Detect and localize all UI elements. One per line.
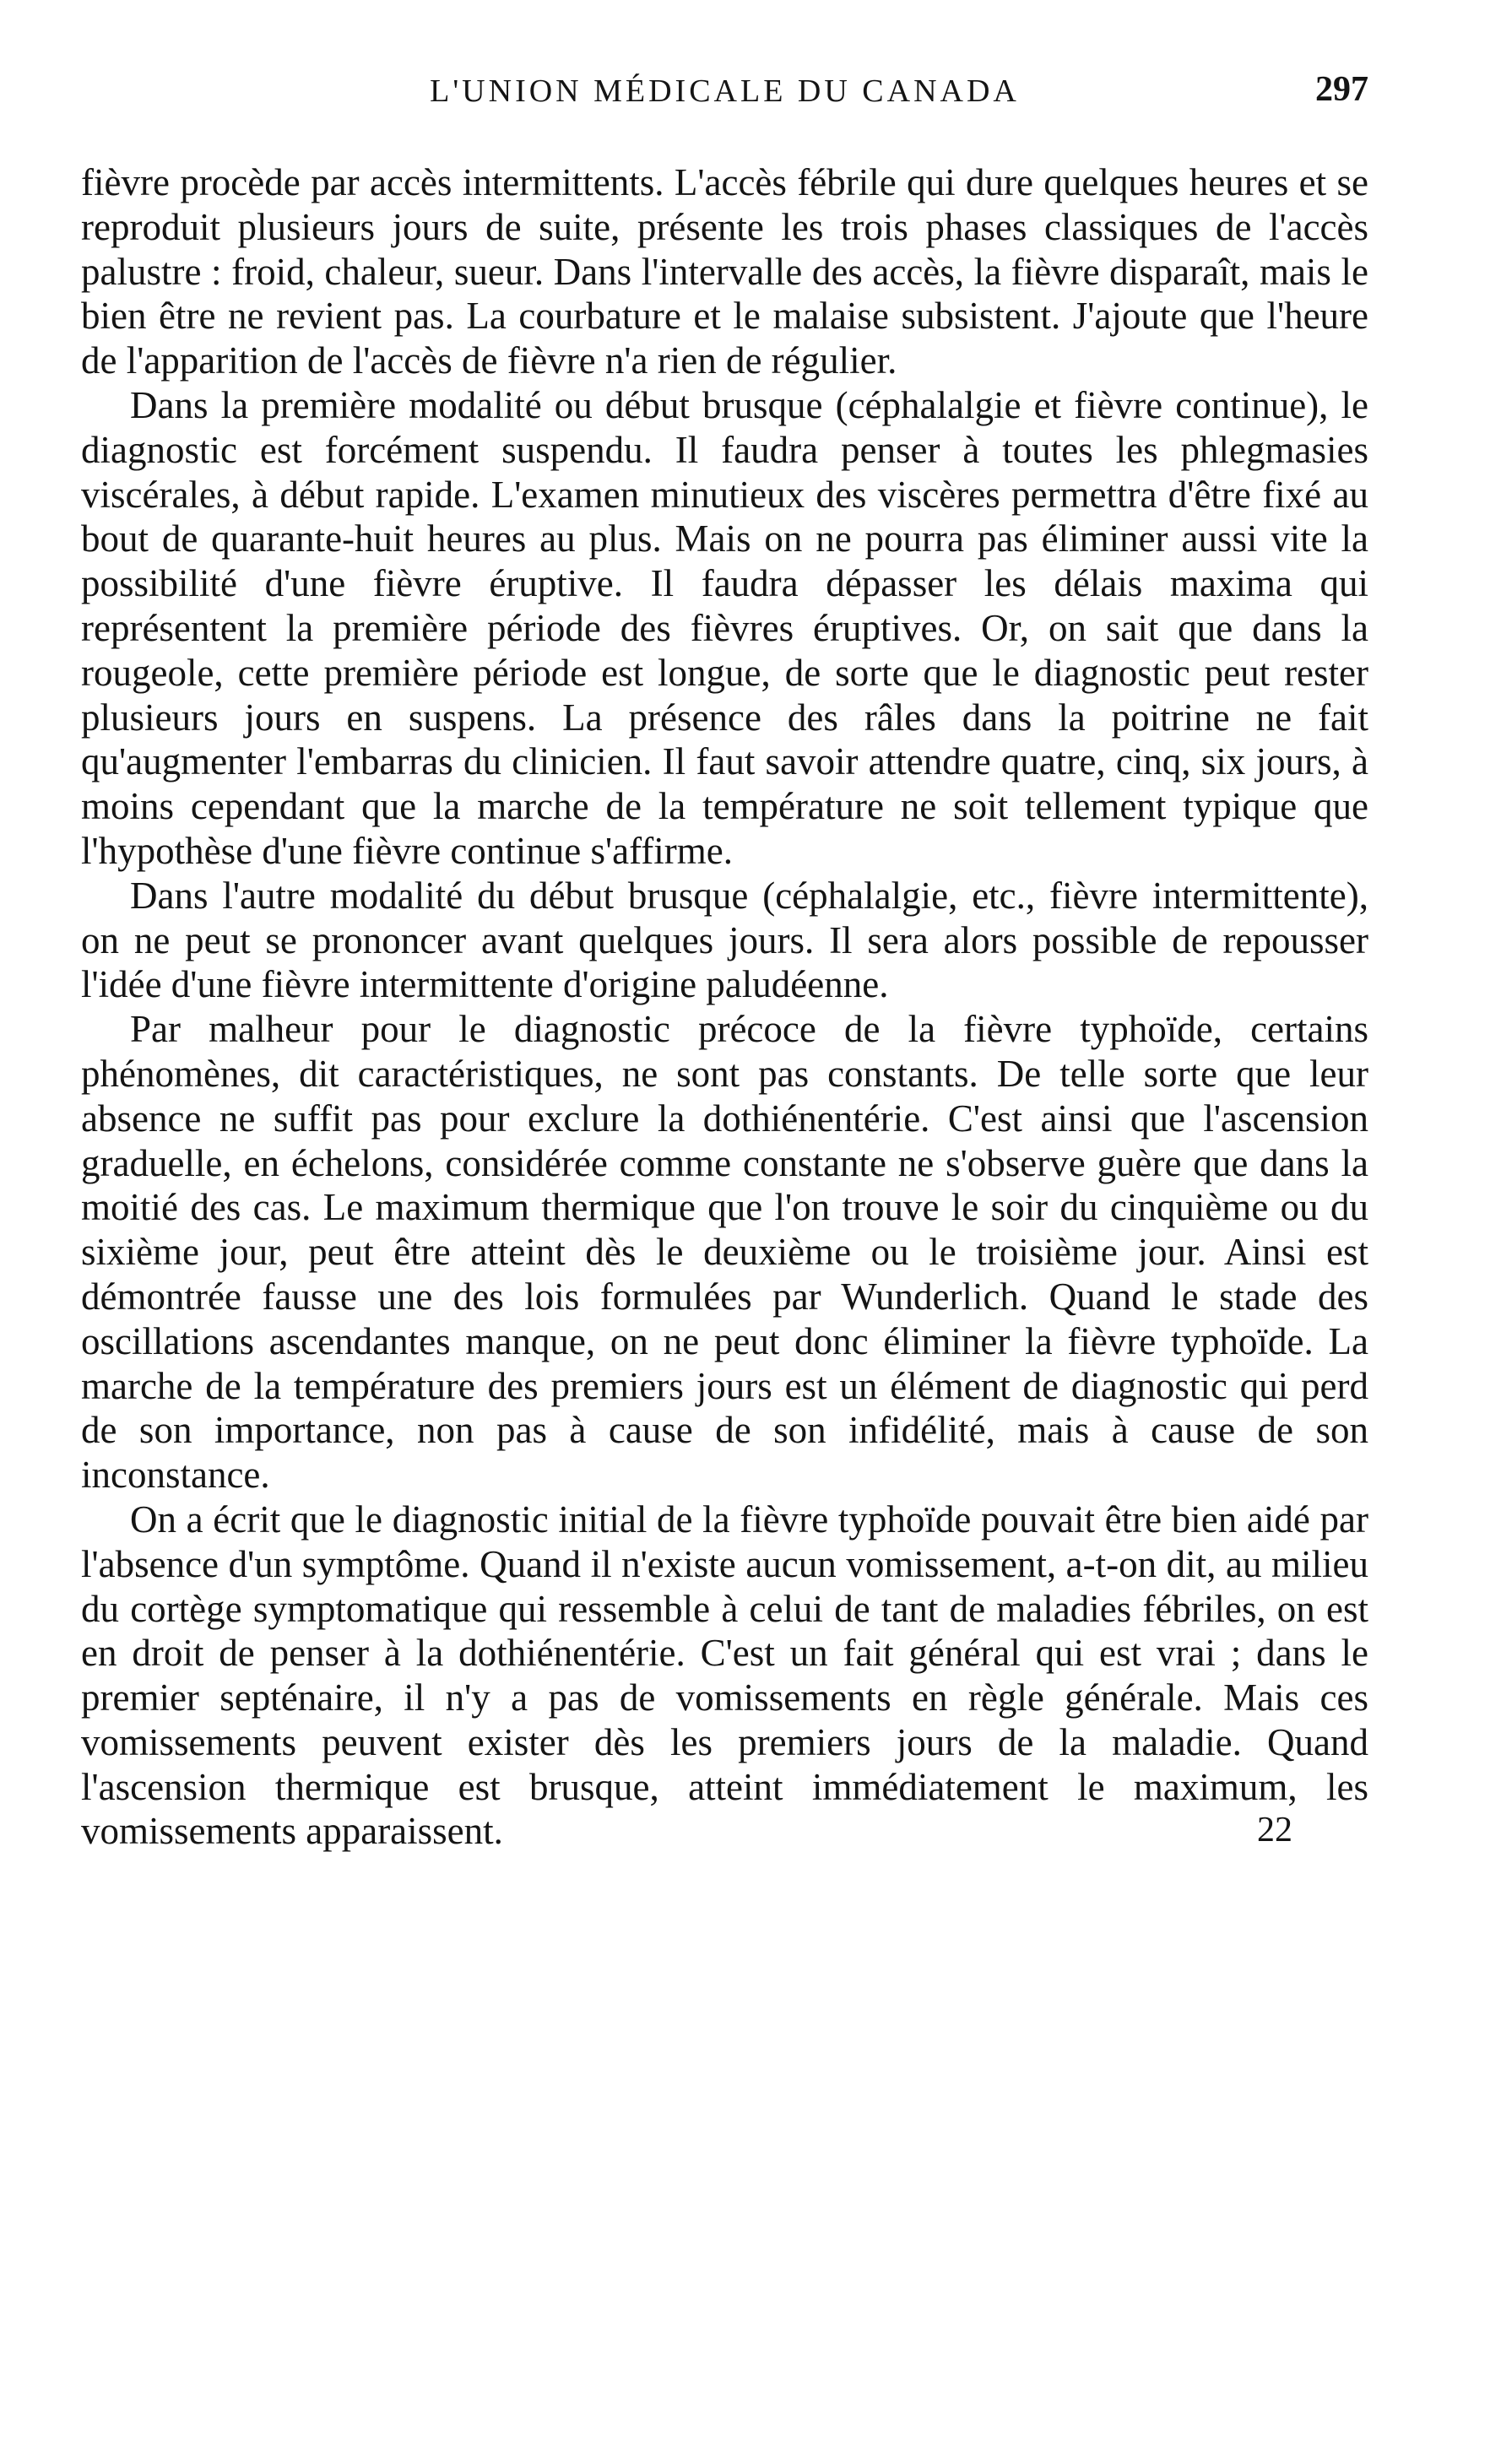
page-footer bbox=[81, 1811, 1368, 1904]
paragraph: Dans la première modalité ou début brusque (céphalalgie et fièvre continue), le diagnostic est forcément suspendu. Il faudra penser à toutes les phlegmasies viscérales, à début rapide. L'examen minutieux des viscères permettra d'être fixé au bout de quarante-huit heures au plus. Mais on ne pourra pas éliminer aussi vite la possibilité d'une fièvre éruptive. Il faudra dépasser les délais maxima qui représentent la première période des fièvres éruptives. Or, on sait que dans la rougeole, cette première période est longue, de sorte que le diagnostic peut rester plusieurs jours en suspens. La présence des râles dans la poitrine ne fait qu'augmenter l'embarras du clinicien. Il faut savoir attendre quatre, cinq, six jours, à moins cependant que la marche de la température ne soit tellement typique que l'hypothèse d'une fièvre continue s'affirme. bbox=[81, 383, 1368, 872]
page-number: 297 bbox=[1315, 70, 1368, 109]
page-header bbox=[81, 59, 1368, 127]
body-text bbox=[81, 160, 1368, 1854]
running-head: L'UNION MÉDICALE DU CANADA bbox=[430, 73, 1020, 109]
document-page bbox=[81, 59, 1368, 2423]
paragraph: Par malheur pour le diagnostic précoce de la fièvre typhoïde, certains phénomènes, dit caractéristiques, ne sont pas constants. De telle sorte que leur absence ne suffit pas pour exclure la dothiénentérie. C'est ainsi que l'ascension graduelle, en échelons, considérée comme constante ne s'observe guère que dans la moitié des cas. Le maximum thermique que l'on trouve le soir du cinquième ou du sixième jour, peut être atteint dès le deuxième ou le troisième jour. Ainsi est démontrée fausse une des lois formulées par Wunderlich. Quand le stade des oscillations ascendantes manque, on ne peut donc éliminer la fièvre typhoïde. La marche de la température des premiers jours est un élément de diagnostic qui perd de son importance, non pas à cause de son infidélité, mais à cause de son inconstance. bbox=[81, 1008, 1368, 1497]
signature-mark: 22 bbox=[1257, 1811, 1292, 1850]
paragraph: Dans l'autre modalité du début brusque (céphalalgie, etc., fièvre intermittente), on ne peut se prononcer avant quelques jours. Il sera alors possible de repousser l'idée d'une fièvre intermittente d'origine paludéenne. bbox=[81, 874, 1368, 1006]
paragraph-continuation: fièvre procède par accès intermittents. L'accès fébrile qui dure quelques heures et se reproduit plusieurs jours de suite, présente les trois phases classiques de l'accès palustre : froid, chaleur, sueur. Dans l'intervalle des accès, la fièvre disparaît, mais le bien être ne revient pas. La courbature et le malaise subsistent. J'ajoute que l'heure de l'apparition de l'accès de fièvre n'a rien de régulier. bbox=[81, 161, 1368, 382]
paragraph: On a écrit que le diagnostic initial de la fièvre typhoïde pouvait être bien aidé par l'absence d'un symptôme. Quand il n'existe aucun vomissement, a-t-on dit, au milieu du cortège symptomatique qui ressemble à celui de tant de maladies fébriles, on est en droit de penser à la dothiénentérie. C'est un fait général qui est vrai ; dans le premier septénaire, il n'y a pas de vomissements en règle générale. Mais ces vomissements peuvent exister dès les premiers jours de la maladie. Quand l'ascension thermique est brusque, atteint immédiatement le maximum, les vomissements apparaissent. bbox=[81, 1497, 1368, 1853]
